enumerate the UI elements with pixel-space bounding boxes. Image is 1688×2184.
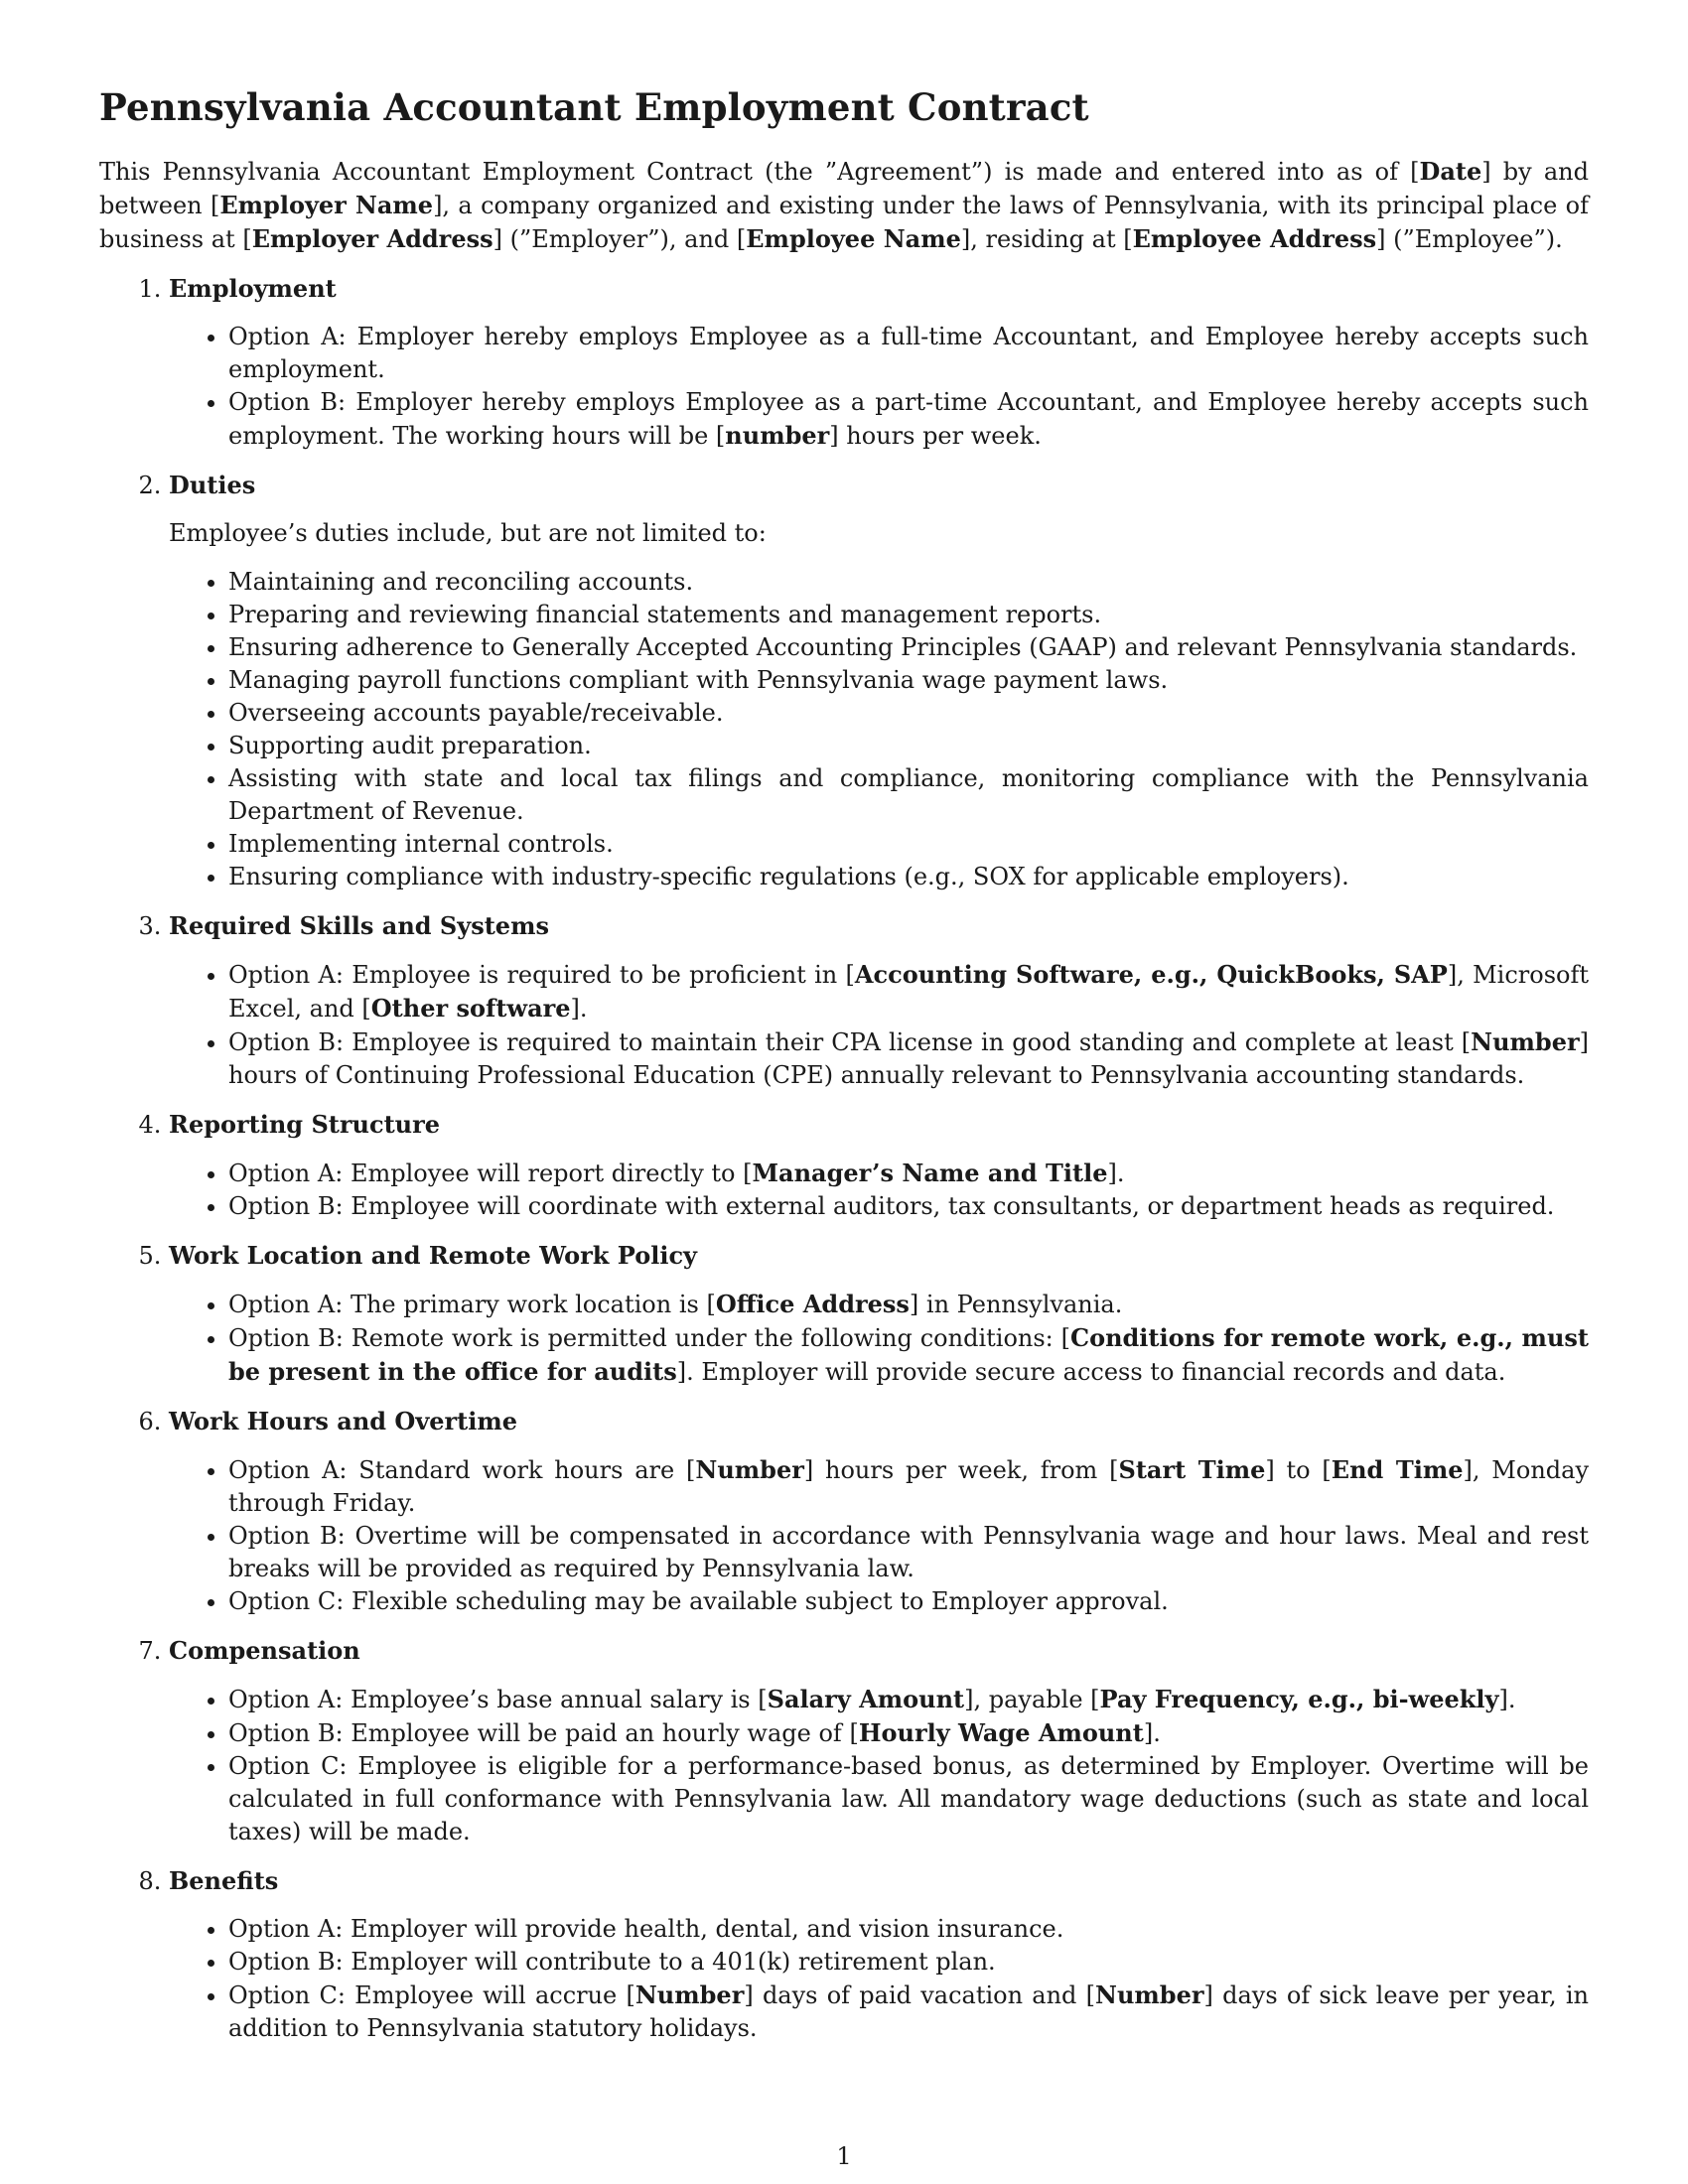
list-item [228,1913,1589,1946]
text-run: Option C: Flexible scheduling may be available subject to Employer approval. [228,1587,1169,1615]
placeholder-field: Other software [370,994,571,1023]
text-run: Option A: The primary work location is [ [228,1291,716,1318]
text-run: Assisting with state and local tax filings and compliance, monitoring compliance with the Pennsylvania Department of Revenue. [228,764,1589,825]
section-title: 8. Benefits [169,1866,279,1895]
section-title: 2. Duties [169,471,256,499]
section-options [169,1288,1589,1389]
section-5 [169,1239,1589,1389]
placeholder-field: Employer Address [251,224,493,253]
placeholder-field: Hourly Wage Amount [858,1718,1144,1747]
text-run: ], Microsoft Excel, and [ [228,961,1590,1023]
text-run: ], residing at [ [960,225,1133,253]
text-run: Option C: Employee is eligible for a performance-based bonus, as determined by Employer. Overtime will be calculated in full conformance with Pennsylvania law. All mandatory wage deductions (such as state and local taxes) will be made. [228,1752,1589,1845]
section-options [169,1157,1589,1223]
list-item [228,1585,1589,1618]
text-run: Option B: Employer hereby employs Employee as a part-time Accountant, and Employee hereby accepts such employment. The working hours will be [ [228,388,1589,450]
list-item [228,1288,1589,1321]
section-title: 4. Reporting Structure [169,1110,441,1139]
list-item [228,1190,1589,1223]
text-run: Supporting audit preparation. [228,732,592,759]
section-options [169,566,1589,893]
section-lead: Employee’s duties include, but are not limited to: [169,519,767,547]
text-run: Option C: Employee will accrue [ [228,1981,635,2009]
list-item [228,631,1589,664]
text-run: ]. [1498,1686,1516,1713]
placeholder-field: Manager’s Name and Title [752,1159,1108,1187]
text-run: Option B: Employee will be paid an hourly wage of [ [228,1719,859,1747]
text-run: ], payable [ [964,1686,1100,1713]
placeholder-field: Salary Amount [767,1685,965,1713]
list-item [228,1025,1589,1092]
placeholder-field: Number [1095,1980,1204,2009]
placeholder-field: Pay Frequency, e.g., bi-weekly [1099,1685,1499,1713]
section-8 [169,1864,1589,2045]
section-options [169,958,1589,1092]
text-run: ] hours per week. [829,422,1042,450]
text-run: Option B: Remote work is permitted under the following conditions: [ [228,1324,1070,1352]
text-run: ]. [1143,1719,1161,1747]
text-run: Option B: Overtime will be compensated in accordance with Pennsylvania wage and hour laws. Meal and rest breaks will be provided as required by Pennsylvania law. [228,1522,1589,1582]
text-run: Managing payroll functions compliant with Pennsylvania wage payment laws. [228,666,1169,694]
text-run: Option A: Standard work hours are [ [228,1456,696,1484]
list-item [228,386,1589,453]
list-item [228,664,1589,697]
list-item [228,1157,1589,1190]
text-run: Implementing internal controls. [228,830,614,858]
placeholder-field: End Time [1331,1455,1464,1484]
text-run: Maintaining and reconciling accounts. [228,568,694,596]
text-run: ] (”Employer”), and [ [492,225,747,253]
placeholder-field: Number [634,1980,745,2009]
section-options [169,1453,1589,1618]
list-item [228,730,1589,762]
section-6 [169,1405,1589,1618]
list-item [228,1716,1589,1750]
text-run: Option A: Employee is required to be proficient in [ [228,961,855,989]
list-item [228,1683,1589,1716]
placeholder-field: Number [695,1455,804,1484]
text-run: ] days of sick leave per year, in addition to Pennsylvania statutory holidays. [228,1981,1589,2042]
list-item [228,321,1589,386]
list-item [228,1520,1589,1585]
text-run: ], Monday through Friday. [228,1456,1590,1517]
placeholder-field: Employee Address [1132,224,1377,253]
section-list [99,272,1589,2045]
section-title: 5. Work Location and Remote Work Policy [169,1241,697,1270]
section-title: 7. Compensation [169,1636,360,1665]
text-run: ]. [570,995,588,1023]
list-item [228,958,1589,1025]
text-run: Ensuring compliance with industry-specific regulations (e.g., SOX for applicable employers). [228,863,1349,890]
section-3 [169,909,1589,1092]
placeholder-field: Employer Name [219,191,434,219]
text-run: ]. [1107,1160,1125,1187]
text-run: Option A: Employer will provide health, dental, and vision insurance. [228,1915,1064,1943]
text-run: ] by and between [ [99,158,1589,219]
section-4 [169,1108,1589,1223]
document-page [99,85,1589,2045]
text-run: Option B: Employer will contribute to a 401(k) retirement plan. [228,1948,996,1976]
text-run: ], a company organized and existing under the laws of Pennsylvania, with its principal place of business at [ [99,192,1589,253]
list-item [228,1321,1589,1389]
placeholder-field: Office Address [715,1290,910,1318]
text-run: Option B: Employee will coordinate with external auditors, tax consultants, or department heads as required. [228,1192,1555,1220]
list-item [228,1979,1589,2045]
section-1 [169,272,1589,453]
list-item [228,566,1589,599]
placeholder-field: Number [1471,1027,1580,1056]
list-item [228,1946,1589,1979]
list-item [228,697,1589,730]
section-7 [169,1634,1589,1848]
list-item [228,861,1589,893]
section-title: 3. Required Skills and Systems [169,911,549,940]
text-run: ]. Employer will provide secure access to financial records and data. [676,1358,1506,1386]
text-run: ] (”Employee”). [1376,225,1563,253]
intro-paragraph [99,155,1589,256]
list-item [228,828,1589,861]
list-item [228,762,1589,828]
section-title: 6. Work Hours and Overtime [169,1407,518,1435]
placeholder-field: Conditions for remote work, e.g., must be present in the office for audits [228,1323,1589,1386]
placeholder-field: Start Time [1118,1455,1266,1484]
list-item [228,1453,1589,1520]
text-run: ] hours of Continuing Professional Education (CPE) annually relevant to Pennsylvania accounting standards. [228,1028,1589,1089]
text-run: Overseeing accounts payable/receivable. [228,699,724,727]
section-options [169,321,1589,453]
page-number: 1 [836,2142,852,2170]
text-run: This Pennsylvania Accountant Employment Contract (the ”Agreement”) is made and entered into as of [99,158,1411,186]
text-run: Option A: Employee’s base annual salary is [ [228,1686,768,1713]
text-run: Option A: Employer hereby employs Employee as a full-time Accountant, and Employee hereby accepts such employment. [228,323,1589,383]
text-run: ] days of paid vacation and [ [744,1981,1096,2009]
section-title: 1. Employment [169,274,337,303]
text-run: Ensuring adherence to Generally Accepted Accounting Principles (GAAP) and relevant Pennsylvania standards. [228,633,1578,661]
text-run: ] hours per week, from [ [803,1456,1119,1484]
section-options [169,1683,1589,1848]
text-run: Option A: Employee will report directly to [ [228,1160,753,1187]
placeholder-field: Date [1419,157,1482,186]
text-run: ] in Pennsylvania. [909,1291,1123,1318]
list-item [228,599,1589,631]
placeholder-field: Accounting Software, e.g., QuickBooks, SAP [854,960,1448,989]
text-run: Preparing and reviewing financial statements and management reports. [228,601,1102,628]
text-run: ] to [ [1265,1456,1332,1484]
placeholder-field: number [725,421,830,450]
section-2 [169,469,1589,893]
list-item [228,1750,1589,1848]
placeholder-field: Employee Name [746,224,961,253]
page-title: Pennsylvania Accountant Employment Contract [99,85,1089,129]
text-run: Option B: Employee is required to maintain their CPA license in good standing and complete at least [ [228,1028,1472,1056]
section-options [169,1913,1589,2045]
text-run: [ [1410,158,1420,186]
